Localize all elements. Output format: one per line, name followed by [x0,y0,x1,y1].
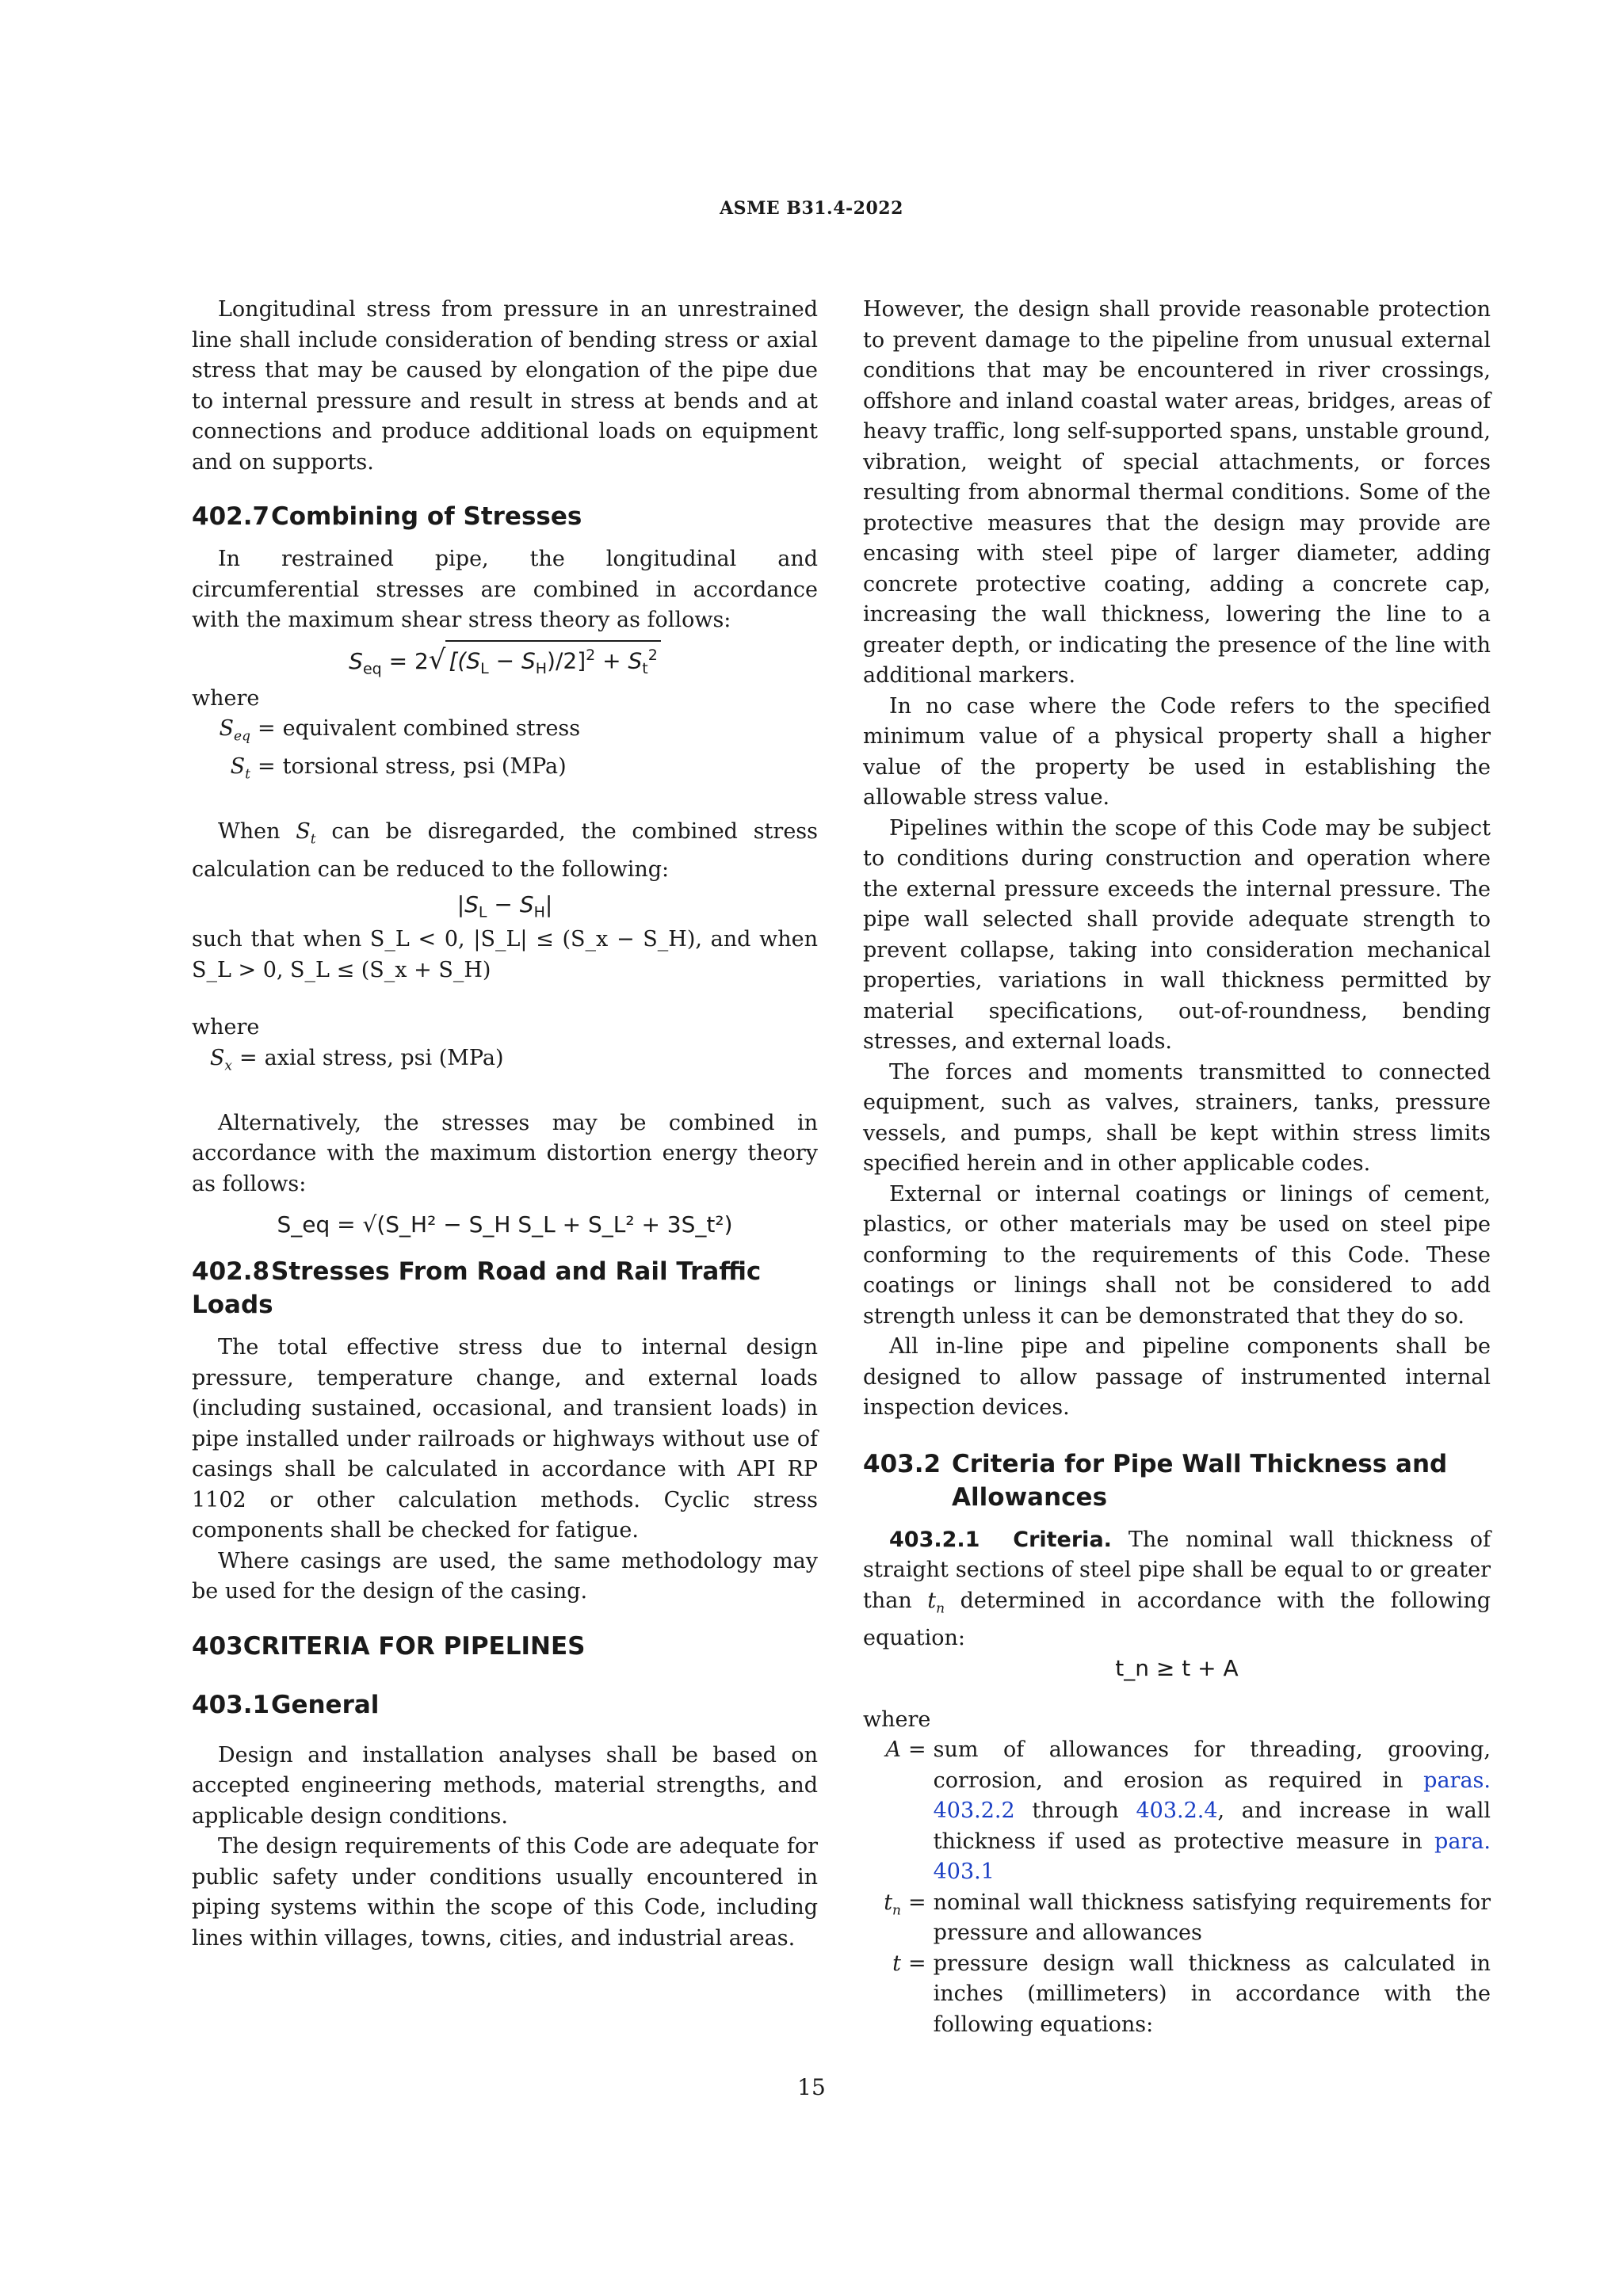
section-number: 402.8 [192,1257,270,1287]
paragraph: The total effective stress due to internal design pressure, temperature change, and external loads (including sustained, occasional, and transient loads) in pipe installed under railroads or highways without use of casings shall be calculated in accordance with API RP 1102 or other calculation methods. Cyclic stress components shall be checked for fatigue. [192,1335,818,1543]
section-402-8-heading [192,1255,818,1322]
section-title: CRITERIA FOR PIPELINES [242,1631,586,1661]
definition-row: $S_{eq}$ = equivalent combined stress [219,716,581,745]
definition-row: A = sum of allowances for threading, grooving, corrosion, and erosion as required in paras. 403.2.2 through 403.2.4, and increase in wall thickness if used as protective measure in para. 403.1 [885,1737,1491,1885]
left-column [192,295,818,1954]
definition-row: t = pressure design wall thickness as calculated in inches (millimeters) in accordance with the following equations: [892,1951,1491,2037]
condition-paragraph: such that when S_L < 0, |S_L| ≤ (S_x − S_H), and when S_L > 0, S_L ≤ (S_x + S_H) [192,927,818,982]
running-head: ASME B31.4-2022 [720,198,903,219]
paragraph: In restrained pipe, the longitudinal and circumferential stresses are combined in accordance with the maximum shear stress theory as follows: [192,547,818,632]
section-403-2-heading [863,1447,1491,1514]
section-402-7-heading [192,500,818,533]
equation-reduced: $|S_L - S_H|$ [456,891,553,921]
section-403-heading [192,1630,818,1663]
paragraph: In no case where the Code refers to the specified minimum value of a physical property shall a higher value of the property be used in establishing the allowable stress value. [863,693,1491,810]
paragraph: Alternatively, the stresses may be combined in accordance with the maximum distortion energy theory as follows: [192,1110,818,1196]
paragraph: Where casings are used, the same methodology may be used for the design of the casing. [192,1548,818,1604]
section-number: 403.2 [863,1449,941,1478]
paragraph: However, the design shall provide reasonable protection to prevent damage to the pipeline from unusual external conditions that may be encountered in river crossings, offshore and inland coastal water areas, bridges, areas of heavy traffic, long self-supported spans, unstable ground, vibration, weight of special attachments, or forces resulting from abnormal thermal conditions. Some of the protective measures that the design may provide are encasing with steel pipe of larger diameter, adding concrete protective coating, adding a concrete cap, increasing the wall thickness, lowering the line to a greater depth, or indicating the presence of the line with additional markers. [863,297,1491,688]
where-label: where [192,1015,260,1040]
subsection-title: Criteria. [1013,1527,1112,1552]
paragraph: The forces and moments transmitted to connected equipment, such as valves, strainers, tanks, pressure vessels, and pumps, shall be kept within stress limits specified herein and in other applicable codes. [863,1059,1491,1176]
right-column [863,295,1491,2040]
section-number: 403.1 [192,1690,270,1719]
paragraph: Design and installation analyses shall be based on accepted engineering methods, material strengths, and applicable design conditions. [192,1742,818,1829]
section-title: General [271,1690,380,1719]
where-label: where [192,685,260,711]
subsection-number: 403.2.1 [889,1527,980,1552]
definition-row: $S_x$ = axial stress, psi (MPa) [209,1045,504,1074]
link-paras-403-2-2[interactable]: paras. 403.2.2 [933,1768,1491,1824]
paragraph: All in-line pipe and pipeline components shall be designed to allow passage of instrumented internal inspection devices. [863,1334,1491,1420]
paragraph: The design requirements of this Code are adequate for public safety under conditions usually encountered in piping systems within the scope of this Code, including lines within villages, towns, cities, and industrial areas. [192,1834,818,1951]
page-number: 15 [797,2074,826,2100]
section-title: Criteria for Pipe Wall Thickness and Allowances [952,1449,1448,1512]
section-title: Combining of Stresses [271,502,582,531]
equation-wall-thickness: t_n ≥ t + A [1115,1654,1239,1681]
equation-max-shear: $S_{eq} = 2√$ $[(S_L - S_H)/2]^2 + S_t^2$ [192,636,818,684]
paragraph: When $S_t$ can be disregarded, the combined stress calculation can be reduced to the following: [192,818,819,882]
link-403-2-4[interactable]: 403.2.4 [1136,1798,1218,1824]
paragraph: Pipelines within the scope of this Code may be subject to conditions during construction and operation where the external pressure exceeds the internal pressure. The pipe wall selected shall provide adequate strength to prevent collapse, taking into consideration mechanical properties, variations in wall thickness permitted by material specifications, out-of-roundness, bending stresses, and external loads. [863,815,1491,1054]
paragraph: External or internal coatings or linings of cement, plastics, or other materials may be used on steel pipe conforming to the requirements of this Code. These coatings or linings shall not be considered to add strength unless it can be demonstrated that they do so. [863,1181,1491,1329]
where-label: where [863,1707,931,1732]
section-number: 402.7 [192,502,270,531]
definition-list [863,1735,1491,2040]
section-number: 403 [192,1631,243,1661]
equation-distortion-energy: S_eq = √(S_H² − S_H S_L + S_L² + 3S_t²) [277,1211,733,1238]
definition-row: $t_n$ = nominal wall thickness satisfying requirements for pressure and allowances [884,1890,1491,1946]
paragraph-403-2-1: 403.2.1 Criteria. The nominal wall thickness of straight sections of steel pipe shall be equal to or greater than $t_n$ determined in accordance with the following equation: [863,1527,1491,1651]
definition-list [192,714,818,790]
intro-paragraph: Longitudinal stress from pressure in an unrestrained line shall include consideration of bending stress or axial stress that may be caused by elongation of the pipe due to internal pressure and result in stress at bends and at connections and produce additional loads on equipment and on supports. [192,297,818,475]
section-403-1-heading [192,1688,818,1722]
link-para-403-1[interactable]: para. 403.1 [933,1829,1491,1885]
definition-list [192,1043,818,1081]
section-title: Stresses From Road and Rail Traffic Loads [192,1257,762,1320]
definition-row: $S_t$ = torsional stress, psi (MPa) [230,753,567,783]
